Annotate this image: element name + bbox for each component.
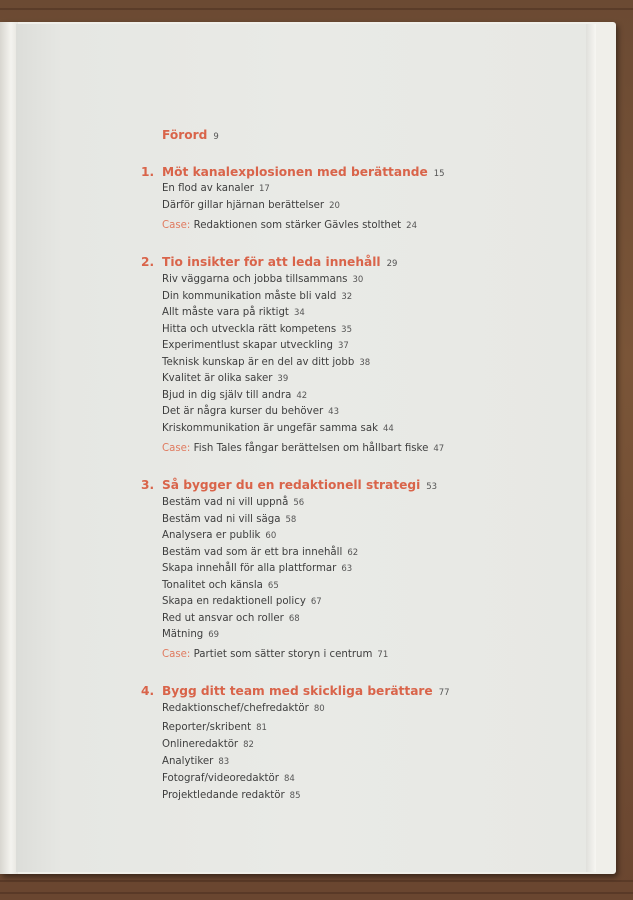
- toc-forord-title: Förord: [162, 128, 208, 142]
- section-page: 44: [383, 423, 394, 434]
- section-page: 62: [347, 547, 359, 558]
- toc-section: [162, 613, 300, 624]
- section-page: 56: [293, 498, 305, 508]
- section-page: 69: [208, 630, 220, 640]
- section-page: 60: [265, 531, 277, 541]
- section-title: Teknisk kunskap är en del av ditt jobb: [162, 356, 355, 368]
- section-page: 35: [341, 324, 352, 335]
- section-title: Kriskommunikation är ungefär samma sak: [162, 422, 378, 434]
- section-title: Det är några kurser du behöver: [162, 406, 324, 417]
- section-page: 83: [218, 757, 230, 767]
- toc-chapter-2: [141, 255, 398, 269]
- toc-section: [162, 373, 288, 384]
- section-title: Bestäm vad ni vill uppnå: [162, 497, 289, 508]
- toc-section: [162, 629, 219, 640]
- section-title: Onlineredaktör: [162, 739, 239, 750]
- section-title: Hitta och utveckla rätt kompetens: [162, 323, 337, 335]
- section-page: 30: [352, 275, 364, 285]
- case-label: Case:: [162, 443, 191, 454]
- section-page: 17: [258, 184, 270, 194]
- case-title: Partiet som sätter storyn i centrum: [193, 649, 373, 660]
- chapter-title: Så bygger du en redaktionell strategi: [162, 478, 421, 492]
- section-title: Bestäm vad som är ett bra innehåll: [162, 546, 343, 558]
- chapter-page: 15: [433, 169, 445, 179]
- section-title: Din kommunikation måste bli vald: [162, 290, 337, 302]
- section-title: Projektledande redaktör: [162, 790, 285, 801]
- toc-section: [162, 324, 352, 335]
- section-title: Allt måste vara på riktigt: [162, 307, 289, 318]
- section-title: En flod av kanaler: [162, 183, 254, 194]
- section-title: Reporter/skribent: [162, 722, 252, 733]
- toc-section: [162, 563, 352, 574]
- section-page: 39: [277, 374, 289, 384]
- toc-chapter-1: [141, 165, 445, 179]
- toc-section: [162, 406, 339, 417]
- section-page: 34: [293, 308, 305, 318]
- section-title: Analysera er publik: [162, 530, 261, 541]
- toc-section: [162, 739, 254, 750]
- section-page: 42: [296, 390, 308, 401]
- toc-section: [162, 580, 279, 591]
- section-page: 82: [243, 740, 254, 750]
- case-page: 24: [406, 221, 417, 231]
- toc-section: [162, 773, 295, 784]
- section-page: 58: [285, 514, 297, 525]
- section-page: 63: [341, 564, 353, 574]
- toc-section: [162, 596, 322, 607]
- section-title: Redaktionschef/chefredaktör: [162, 703, 309, 714]
- toc-section: [162, 200, 340, 211]
- toc-section: [162, 357, 370, 368]
- toc-forord: [162, 128, 219, 142]
- toc-section: [162, 274, 363, 285]
- section-title: Skapa en redaktionell policy: [162, 596, 306, 607]
- section-page: 38: [359, 357, 371, 368]
- case-title: Fish Tales fångar berättelsen om hållbart fiske: [193, 443, 429, 454]
- section-page: 43: [328, 407, 339, 417]
- case-label: Case:: [162, 220, 191, 231]
- toc-section: [162, 703, 325, 714]
- section-page: 37: [337, 341, 349, 351]
- toc-section: [162, 756, 229, 767]
- toc-case: [162, 220, 417, 231]
- toc-section: [162, 790, 300, 801]
- section-page: 84: [283, 774, 295, 784]
- chapter-title: Möt kanalexplosionen med berättande: [162, 165, 428, 179]
- toc-case: [162, 443, 444, 454]
- toc-case: [162, 649, 388, 660]
- section-title: Skapa innehåll för alla plattformar: [162, 563, 337, 574]
- toc-section: [162, 390, 307, 401]
- section-title: Tonalitet och känsla: [162, 579, 263, 591]
- section-page: 20: [329, 201, 340, 211]
- toc-section: [162, 307, 305, 318]
- toc-section: [162, 497, 304, 508]
- chapter-page: 53: [426, 482, 438, 492]
- case-label: Case:: [162, 649, 191, 660]
- toc-section: [162, 340, 349, 351]
- section-page: 68: [288, 613, 300, 624]
- section-title: Bjud in dig själv till andra: [162, 389, 292, 401]
- toc-section: [162, 547, 358, 558]
- chapter-title: Bygg ditt team med skickliga berättare: [162, 684, 433, 698]
- section-title: Red ut ansvar och roller: [162, 612, 284, 624]
- toc-section: [162, 423, 394, 434]
- section-page: 85: [289, 791, 301, 801]
- section-page: 65: [267, 580, 279, 591]
- toc-chapter-3: [141, 478, 438, 492]
- case-page: 71: [377, 650, 389, 660]
- chapter-number: 1.: [141, 165, 155, 179]
- toc-section: [162, 722, 267, 733]
- chapter-number: 3.: [141, 478, 155, 492]
- toc-section: [162, 530, 276, 541]
- toc-chapter-4: [141, 684, 450, 698]
- section-title: Mätning: [162, 629, 204, 640]
- section-title: Experimentlust skapar utveckling: [162, 340, 333, 351]
- section-title: Fotograf/videoredaktör: [162, 773, 279, 784]
- toc-section: [162, 291, 352, 302]
- section-page: 80: [313, 704, 325, 714]
- chapter-page: 29: [386, 259, 398, 269]
- toc-section: [162, 514, 296, 525]
- toc-section: [162, 183, 270, 194]
- section-title: Kvalitet är olika saker: [162, 373, 273, 384]
- section-title: Därför gillar hjärnan berättelser: [162, 200, 325, 211]
- toc-forord-page: 9: [213, 132, 219, 142]
- section-title: Riv väggarna och jobba tillsammans: [162, 274, 348, 285]
- section-page: 81: [256, 723, 267, 733]
- case-page: 47: [433, 444, 445, 454]
- section-page: 67: [310, 597, 322, 607]
- case-title: Redaktionen som stärker Gävles stolthet: [193, 220, 402, 231]
- section-title: Bestäm vad ni vill säga: [162, 513, 281, 525]
- chapter-number: 4.: [141, 684, 155, 698]
- chapter-number: 2.: [141, 255, 155, 269]
- chapter-title: Tio insikter för att leda innehåll: [162, 255, 381, 269]
- section-page: 32: [341, 291, 353, 302]
- section-title: Analytiker: [162, 756, 214, 767]
- chapter-page: 77: [438, 688, 450, 698]
